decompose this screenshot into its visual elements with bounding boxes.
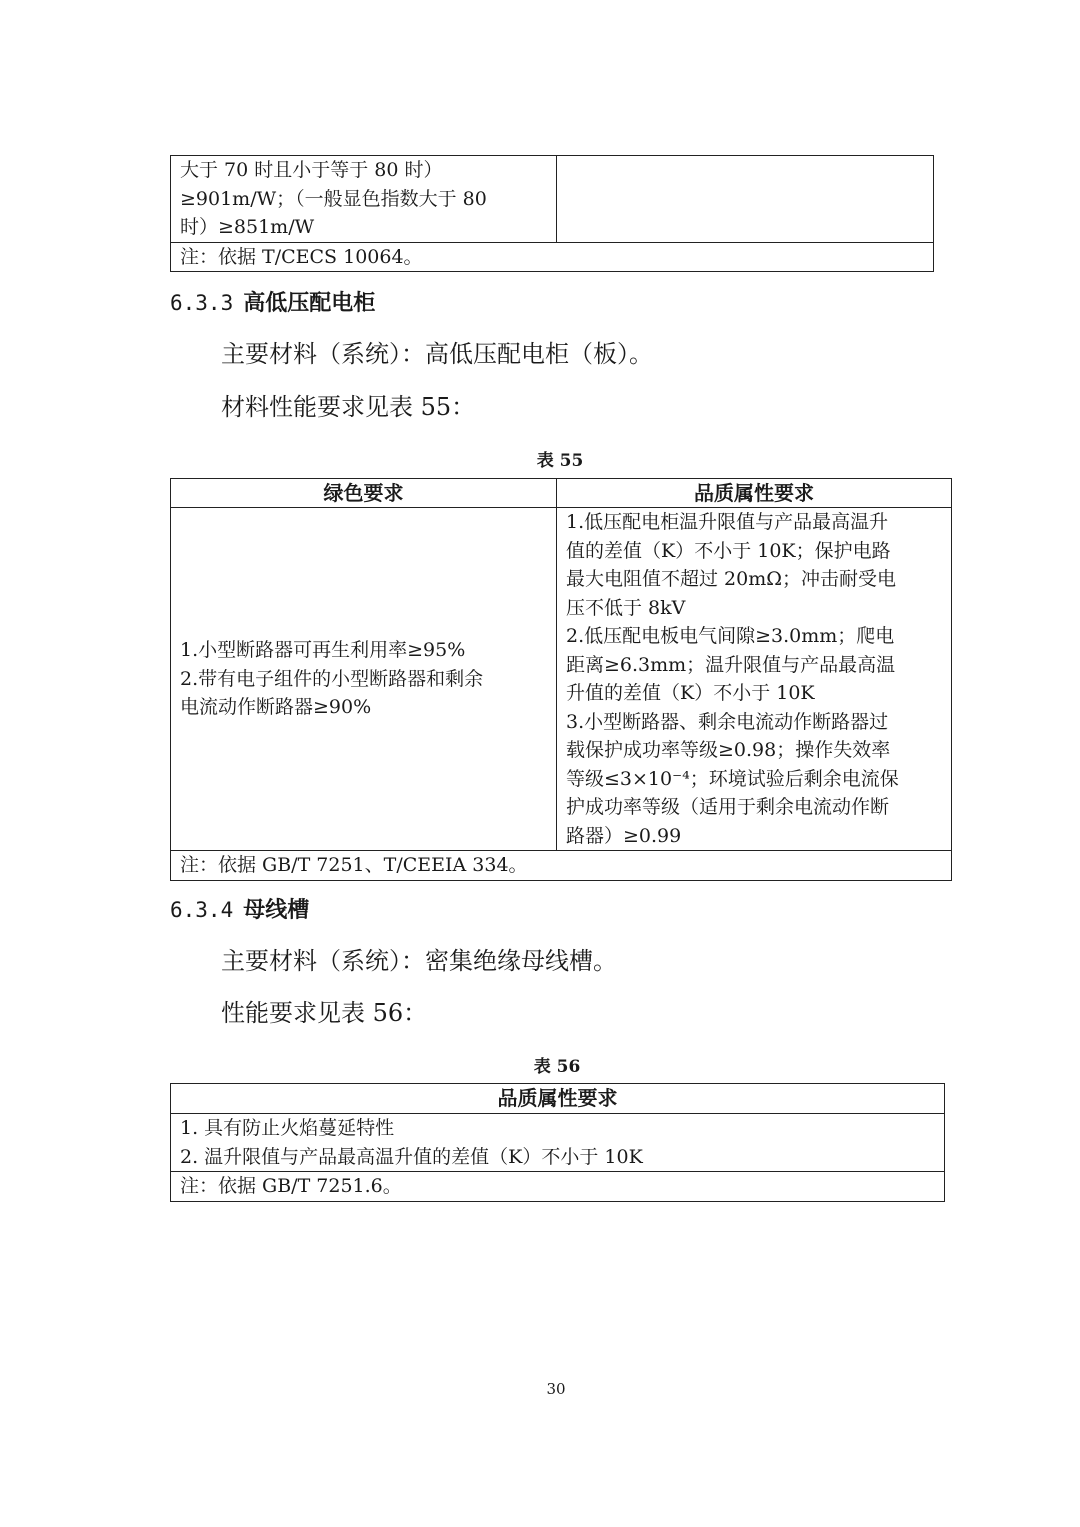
header-quality: 品质属性要求: [557, 479, 952, 508]
cell-line: 3.小型断路器、剩余电流动作断路器过: [566, 710, 889, 733]
cell-line: 升值的差值（K）不小于 10K: [566, 682, 815, 704]
cell-line: 1.低压配电柜温升限值与产品最高温升: [566, 511, 889, 533]
quality-requirements-cell: [171, 1114, 945, 1172]
cell-line: 2.带有电子组件的小型断路器和剩余: [180, 667, 484, 690]
cell-line: 路器）≥0.99: [566, 824, 682, 847]
cell-line: 等级≤3×10⁻⁴；环境试验后剩余电流保: [566, 767, 899, 790]
table-caption-56: 表 56: [533, 1057, 581, 1077]
cell-line: 1. 具有防止火焰蔓延特性: [180, 1117, 395, 1139]
section-heading-634: [170, 895, 309, 925]
section-heading-633: [170, 288, 375, 318]
paragraph-requirements: 性能要求见表 56：: [221, 999, 428, 1027]
cell-line: 1.小型断路器可再生利用率≥95%: [180, 639, 466, 662]
cell-line: 护成功率等级（适用于剩余电流动作断: [566, 796, 890, 818]
table-55: [170, 478, 952, 881]
table-note: 注：依据 GB/T 7251、T/CEEIA 334。: [171, 851, 952, 881]
section-number: 6.3.4: [170, 898, 234, 922]
cell-line: 2.低压配电板电气间隙≥3.0mm；爬电: [566, 625, 895, 647]
cell-line: 时）≥851m/W: [180, 216, 315, 238]
paragraph-requirements: 材料性能要求见表 55：: [221, 393, 476, 421]
cell-line: 压不低于 8kV: [566, 596, 686, 619]
cell-line: 电流动作断路器≥90%: [180, 696, 372, 719]
table-note: 注：依据 T/CECS 10064。: [171, 242, 934, 272]
quality-requirements-cell: [557, 508, 952, 851]
cell-line: ≥901m/W；（一般显色指数大于 80: [180, 187, 487, 210]
section-title: 母线槽: [243, 897, 310, 923]
cell-line: 值的差值（K）不小于 10K；保护电路: [566, 539, 891, 562]
header-quality: 品质属性要求: [171, 1084, 945, 1114]
table-caption-55: 表 55: [536, 451, 584, 471]
green-requirements-cell: [171, 508, 557, 851]
continued-right-cell: [557, 156, 934, 243]
continued-left-cell: [171, 156, 557, 243]
cell-line: 2. 温升限值与产品最高温升值的差值（K）不小于 10K: [180, 1145, 643, 1168]
cell-line: 大于 70 时且小于等于 80 时）: [180, 159, 443, 181]
cell-line: 距离≥6.3mm；温升限值与产品最高温: [566, 653, 896, 676]
paragraph-main-materials: 主要材料（系统）：高低压配电柜（板）。: [221, 340, 653, 368]
header-green: 绿色要求: [171, 479, 557, 508]
table-note: 注：依据 GB/T 7251.6。: [171, 1172, 945, 1202]
cell-line: 最大电阻值不超过 20mΩ；冲击耐受电: [566, 568, 896, 590]
table-56: [170, 1083, 945, 1202]
paragraph-main-materials: 主要材料（系统）：密集绝缘母线槽。: [221, 947, 617, 975]
section-number: 6.3.3: [170, 291, 234, 315]
section-title: 高低压配电柜: [243, 290, 376, 316]
page-number: 30: [546, 1380, 566, 1398]
cell-line: 载保护成功率等级≥0.98；操作失效率: [566, 739, 891, 761]
table-continued: [170, 155, 934, 272]
